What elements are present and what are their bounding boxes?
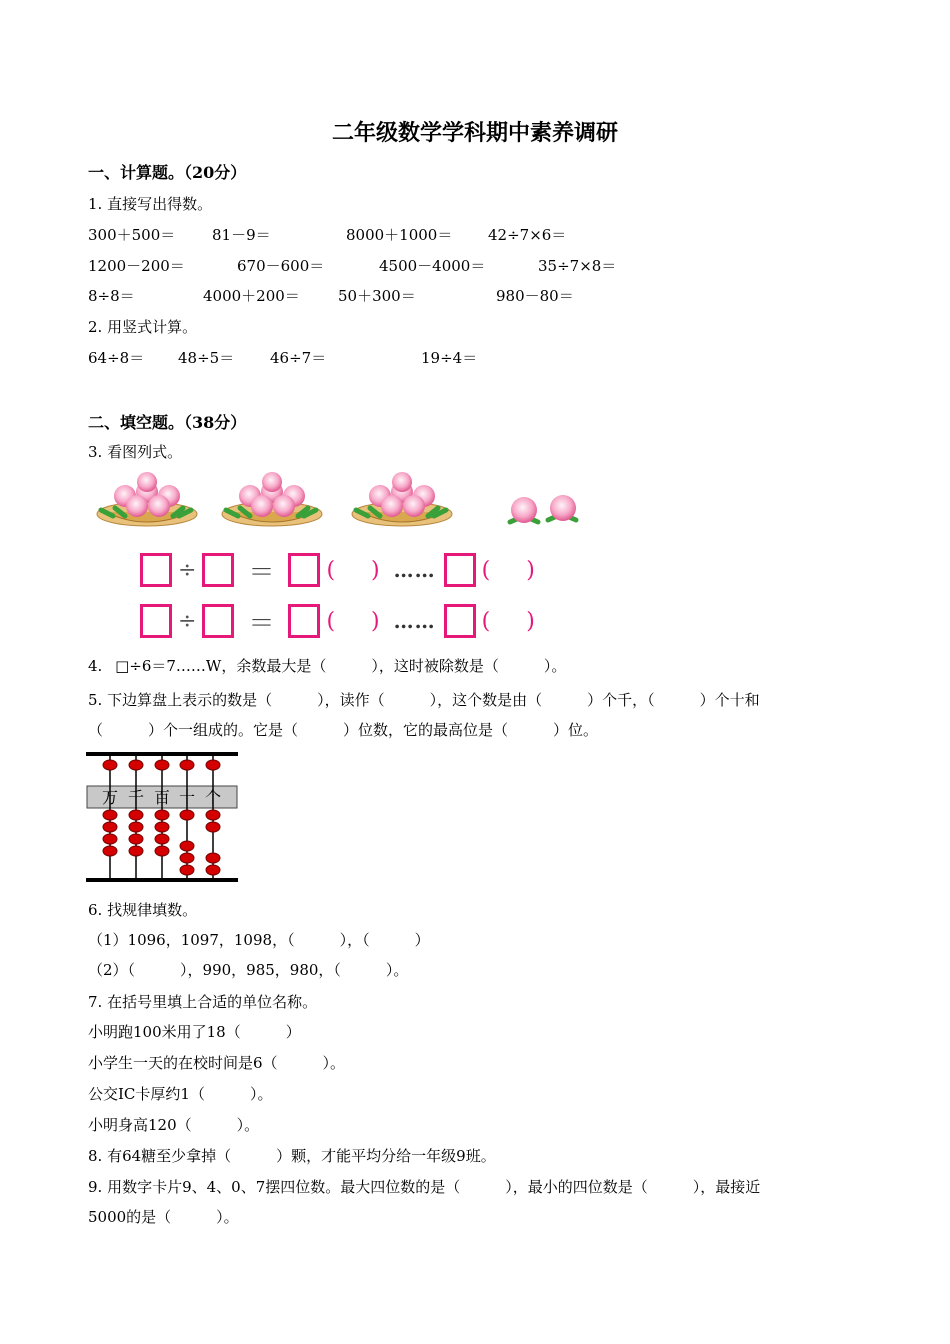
equation-row-1	[140, 552, 560, 588]
q2-item: 48÷5＝	[178, 349, 235, 367]
abacus-lower-bead[interactable]	[180, 865, 194, 875]
abacus-place-label: 万	[101, 788, 119, 807]
q2-label: 2. 用竖式计算。	[88, 318, 198, 336]
q7-item: 小明跑100米用了18（ ）	[88, 1023, 301, 1041]
q4	[88, 656, 566, 676]
abacus-place-label: 十	[178, 788, 196, 807]
abacus-upper-bead[interactable]	[206, 760, 220, 770]
equals-sign: ＝	[248, 557, 275, 588]
q7-label: 7. 在括号里填上合适的单位名称。	[88, 993, 318, 1011]
q4-number: 4.	[88, 657, 103, 675]
q6-label: 6. 找规律填数。	[88, 901, 198, 919]
q1-item: 4500－4000＝	[379, 257, 486, 275]
q5-line-2: （ ）个一组成的。它是（ ）位数，它的最高位是（ ）位。	[88, 721, 599, 739]
loose-peaches	[510, 495, 576, 523]
q1-item: 670－600＝	[237, 257, 325, 275]
q7-item: 公交IC卡厚约1（ ）。	[88, 1085, 273, 1103]
right-paren: )	[526, 557, 535, 583]
abacus-place-label: 个	[204, 788, 222, 807]
right-paren: )	[371, 608, 380, 634]
abacus-lower-bead[interactable]	[206, 853, 220, 863]
abacus-place-label: 百	[153, 788, 171, 807]
left-paren: (	[481, 608, 491, 634]
abacus-upper-bead[interactable]	[103, 760, 117, 770]
abacus-lower-bead[interactable]	[206, 810, 220, 820]
q1-item: 35÷7×8＝	[538, 257, 617, 275]
answer-box[interactable]	[202, 553, 234, 587]
abacus-lower-bead[interactable]	[155, 810, 169, 820]
abacus-place-label: 千	[127, 788, 145, 807]
abacus-upper-bead[interactable]	[180, 760, 194, 770]
right-paren: )	[371, 557, 380, 583]
q1-item: 300＋500＝	[88, 226, 176, 244]
q7-item: 小学生一天的在校时间是6（ ）。	[88, 1054, 346, 1072]
abacus-lower-bead[interactable]	[155, 834, 169, 844]
left-paren: (	[481, 557, 491, 583]
left-paren: (	[326, 608, 336, 634]
abacus-upper-bead[interactable]	[129, 760, 143, 770]
answer-box[interactable]	[444, 553, 476, 587]
section-2-heading: 二、填空题。（38分）	[88, 413, 247, 432]
abacus-upper-bead[interactable]	[155, 760, 169, 770]
q1-item: 4000＋200＝	[203, 287, 300, 305]
equation-row-2	[140, 603, 560, 639]
q4-formula: □÷6＝7……W	[115, 657, 222, 675]
answer-box[interactable]	[288, 553, 320, 587]
q1-label: 1. 直接写出得数。	[88, 195, 213, 213]
answer-box[interactable]	[202, 604, 234, 638]
q2-item: 64÷8＝	[88, 349, 145, 367]
answer-box[interactable]	[140, 553, 172, 587]
q7-item: 小明身高120（ ）。	[88, 1116, 260, 1134]
q1-item: 42÷7×6＝	[488, 226, 567, 244]
abacus-lower-bead[interactable]	[180, 810, 194, 820]
remainder-dots: ……	[393, 558, 436, 582]
q1-item: 8÷8＝	[88, 287, 135, 305]
q5-line-1: 5. 下边算盘上表示的数是（ ），读作（ ），这个数是由（ ）个千，（ ）个十和	[88, 691, 760, 709]
peach-baskets-illustration	[90, 470, 590, 536]
abacus-lower-bead[interactable]	[129, 846, 143, 856]
q1-item: 1200－200＝	[88, 257, 185, 275]
q6-part-1: （1）1096，1097，1098，（ ），（ ）	[88, 931, 430, 949]
page-title: 二年级数学学科期中素养调研	[331, 120, 618, 146]
q1-item: 980－80＝	[496, 287, 574, 305]
abacus-lower-bead[interactable]	[206, 865, 220, 875]
answer-box[interactable]	[140, 604, 172, 638]
q3-label: 3. 看图列式。	[88, 443, 183, 461]
abacus-lower-bead[interactable]	[103, 822, 117, 832]
abacus-lower-bead[interactable]	[155, 846, 169, 856]
abacus-lower-bead[interactable]	[180, 853, 194, 863]
q2-item: 46÷7＝	[270, 349, 327, 367]
abacus-lower-bead[interactable]	[155, 822, 169, 832]
q6-part-2: （2）（ ），990，985，980，（ ）。	[88, 961, 409, 979]
answer-box[interactable]	[444, 604, 476, 638]
answer-box[interactable]	[288, 604, 320, 638]
q1-item: 50＋300＝	[338, 287, 416, 305]
abacus-lower-bead[interactable]	[180, 841, 194, 851]
q1-item: 81－9＝	[212, 226, 271, 244]
abacus-lower-bead[interactable]	[129, 810, 143, 820]
q9-line-2: 5000的是（ ）。	[88, 1208, 239, 1226]
right-paren: )	[526, 608, 535, 634]
q9-line-1: 9. 用数字卡片9、4、0、7摆四位数。最大四位数的是（ ），最小的四位数是（ ），最接近	[88, 1178, 761, 1196]
peach-basket	[222, 472, 322, 526]
divide-sign: ÷	[178, 608, 197, 634]
peach-basket	[97, 472, 197, 526]
abacus-lower-bead[interactable]	[103, 834, 117, 844]
section-1-heading: 一、计算题。（20分）	[88, 163, 247, 182]
abacus-lower-bead[interactable]	[129, 834, 143, 844]
q4-text: ，余数最大是（ ），这时被除数是（ ）。	[221, 657, 567, 675]
abacus-lower-bead[interactable]	[103, 846, 117, 856]
abacus	[86, 752, 240, 884]
divide-sign: ÷	[178, 557, 197, 583]
remainder-dots: ……	[393, 609, 436, 633]
q2-item: 19÷4＝	[421, 349, 478, 367]
peach-basket	[352, 472, 452, 526]
equals-sign: ＝	[248, 608, 275, 639]
q8: 8. 有64糖至少拿掉（ ）颗，才能平均分给一年级9班。	[88, 1147, 496, 1165]
abacus-lower-bead[interactable]	[103, 810, 117, 820]
q1-item: 8000＋1000＝	[346, 226, 453, 244]
abacus-lower-bead[interactable]	[129, 822, 143, 832]
abacus-lower-bead[interactable]	[206, 822, 220, 832]
left-paren: (	[326, 557, 336, 583]
